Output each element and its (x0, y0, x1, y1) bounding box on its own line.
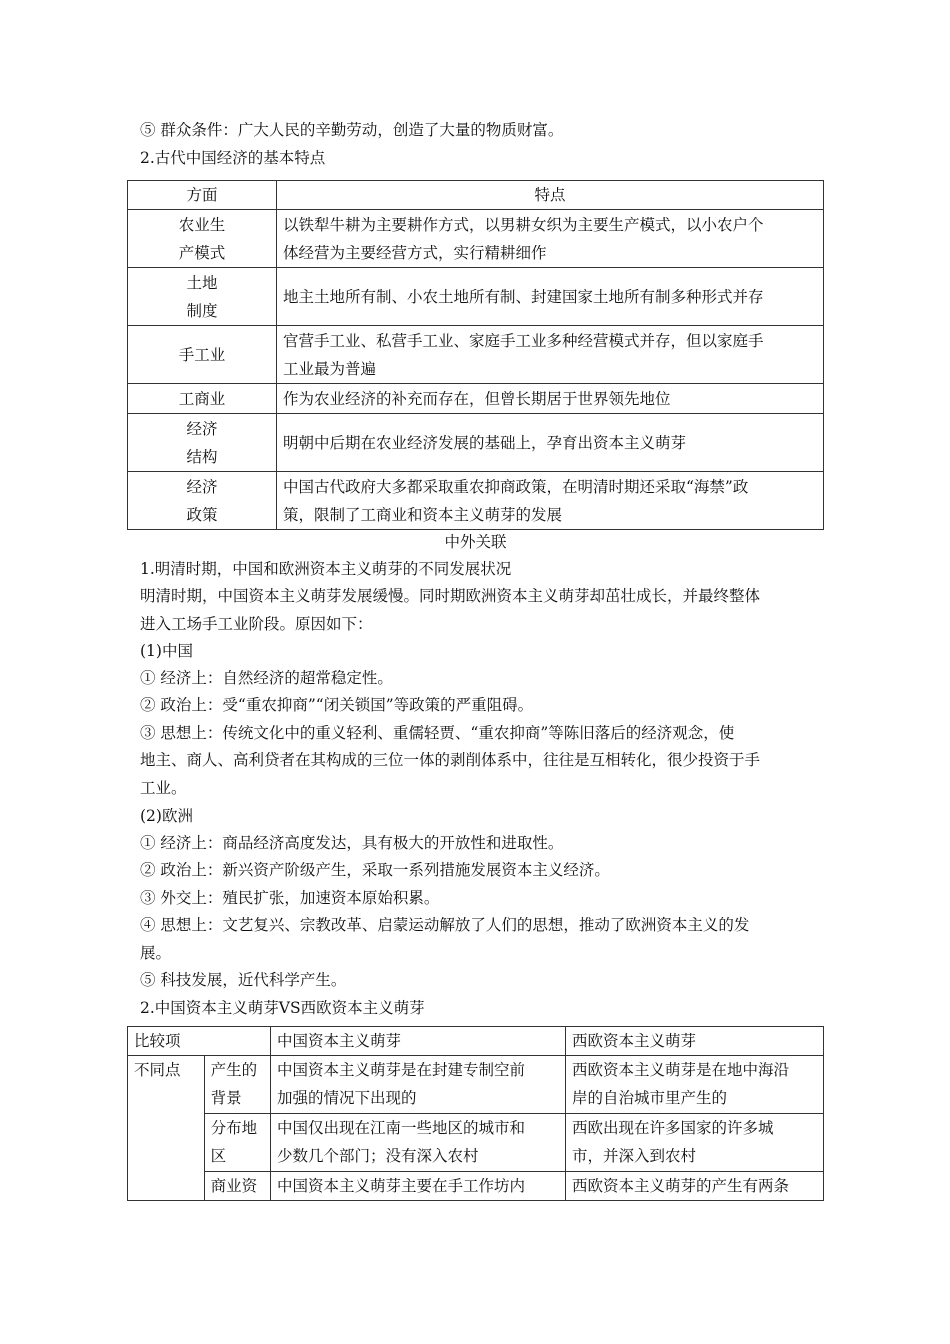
text-line: ④ 思想上：文艺复兴、宗教改革、启蒙运动解放了人们的思想，推动了欧洲资本主义的发 (140, 916, 750, 934)
europe-cell (566, 1114, 824, 1172)
paragraph-mass-condition: ⑤ 群众条件：广大人民的辛勤劳动，创造了大量的物质财富。 (140, 121, 564, 139)
feature-cell (277, 472, 824, 530)
text-line: ⑤ 科技发展，近代科学产生。 (140, 971, 347, 989)
aspect-line: 手工业 (178, 345, 226, 364)
table-row (128, 268, 824, 326)
feature-line: 体经营为主要经营方式，实行精耕细作 (283, 243, 547, 262)
europe-line: 西欧资本主义萌芽是在地中海沿 (572, 1061, 790, 1079)
table-row (128, 1114, 824, 1172)
text-line: ② 政治上：受“重农抑商”“闭关锁国”等政策的严重阻碍。 (140, 696, 534, 714)
table-header-row (128, 181, 824, 210)
text-line: (1)中国 (140, 642, 193, 660)
aspect-line: 政策 (186, 505, 218, 524)
economic-features-table (127, 180, 824, 530)
item-line: 区 (210, 1147, 227, 1165)
feature-line: 中国古代政府大多都采取重农抑商政策，在明清时期还采取“海禁”政 (283, 477, 749, 496)
text-line: 1.明清时期，中国和欧洲资本主义萌芽的不同发展状况 (140, 560, 512, 578)
table-row (128, 210, 824, 268)
header-aspect: 方面 (128, 181, 277, 210)
text-line: ③ 思想上：传统文化中的重义轻利、重儒轻贾、“重农抑商”等陈旧落后的经济观念，使 (140, 724, 735, 742)
header-europe: 西欧资本主义萌芽 (566, 1027, 824, 1056)
text-line: ③ 外交上：殖民扩张，加速资本原始积累。 (140, 889, 440, 907)
feature-cell (277, 414, 824, 472)
text-line: 明清时期，中国资本主义萌芽发展缓慢。同时期欧洲资本主义萌芽却茁壮成长，并最终整体 (140, 587, 761, 605)
comparison-table (127, 1026, 824, 1201)
feature-line: 以铁犁牛耕为主要耕作方式，以男耕女织为主要生产模式，以小农户个 (283, 215, 764, 234)
china-line: 中国仅出现在江南一些地区的城市和 (277, 1119, 526, 1137)
aspect-cell (128, 210, 277, 268)
text-line: 地主、商人、高利贷者在其构成的三位一体的剥削体系中，往往是互相转化，很少投资于手 (140, 751, 761, 769)
header-feature: 特点 (277, 181, 824, 210)
aspect-line: 结构 (186, 447, 218, 466)
item-line: 商业资 (210, 1177, 258, 1195)
feature-cell (277, 326, 824, 384)
table-row (128, 1172, 824, 1201)
aspect-cell (128, 414, 277, 472)
item-cell (204, 1114, 270, 1172)
feature-cell (277, 210, 824, 268)
text-line: 工业。 (140, 779, 187, 797)
china-line: 中国资本主义萌芽是在封建专制空前 (277, 1061, 526, 1079)
aspect-cell (128, 326, 277, 384)
europe-line: 西欧出现在许多国家的许多城 (572, 1119, 774, 1137)
item-line: 背景 (210, 1089, 242, 1107)
text-line: 展。 (140, 944, 172, 962)
text-line: 进入工场手工业阶段。原因如下： (140, 615, 373, 633)
aspect-line: 工商业 (178, 389, 226, 408)
header-china: 中国资本主义萌芽 (271, 1027, 566, 1056)
text-line: (2)欧洲 (140, 807, 193, 825)
aspect-line: 经济 (186, 419, 218, 438)
europe-line: 岸的自治城市里产生的 (572, 1089, 728, 1107)
heading-economic-features: 2.古代中国经济的基本特点 (140, 149, 326, 167)
feature-line: 策，限制了工商业和资本主义萌芽的发展 (283, 505, 563, 524)
aspect-cell (128, 268, 277, 326)
text-line: ① 经济上：商品经济高度发达，具有极大的开放性和进取性。 (140, 834, 564, 852)
aspect-line: 经济 (186, 477, 218, 496)
table-row (128, 414, 824, 472)
item-cell (204, 1172, 270, 1201)
item-cell (204, 1056, 270, 1114)
aspect-line: 制度 (186, 301, 218, 320)
china-cell (271, 1056, 566, 1114)
china-cell (271, 1114, 566, 1172)
europe-cell (566, 1056, 824, 1114)
item-line: 产生的 (210, 1061, 258, 1079)
table-row (128, 1056, 824, 1114)
europe-line: 市，并深入到农村 (572, 1147, 697, 1165)
china-line: 少数几个部门；没有深入农村 (277, 1147, 479, 1165)
feature-line: 官营手工业、私营手工业、家庭手工业多种经营模式并存，但以家庭手 (283, 331, 764, 350)
europe-cell (566, 1172, 824, 1201)
feature-line: 作为农业经济的补充而存在，但曾长期居于世界领先地位 (283, 389, 671, 408)
feature-cell (277, 384, 824, 414)
aspect-line: 土地 (186, 273, 218, 292)
table-row (128, 472, 824, 530)
section-title: 中外关联 (444, 533, 507, 551)
aspect-cell (128, 384, 277, 414)
table-row (128, 384, 824, 414)
table-row (128, 326, 824, 384)
china-cell (271, 1172, 566, 1201)
china-line: 中国资本主义萌芽主要在手工作坊内 (277, 1177, 526, 1195)
europe-line: 西欧资本主义萌芽的产生有两条 (572, 1177, 790, 1195)
text-line: 2.中国资本主义萌芽VS西欧资本主义萌芽 (140, 999, 425, 1017)
feature-line: 明朝中后期在农业经济发展的基础上，孕育出资本主义萌芽 (283, 433, 687, 452)
aspect-line: 产模式 (178, 243, 226, 262)
group-label-cell: 不同点 (128, 1056, 205, 1201)
header-compare-item: 比较项 (128, 1027, 271, 1056)
text-line: ① 经济上：自然经济的超常稳定性。 (140, 669, 393, 687)
feature-line: 地主土地所有制、小农土地所有制、封建国家土地所有制多种形式并存 (283, 287, 764, 306)
item-line: 分布地 (210, 1119, 258, 1137)
feature-cell (277, 268, 824, 326)
aspect-cell (128, 472, 277, 530)
text-line: ② 政治上：新兴资产阶级产生，采取一系列措施发展资本主义经济。 (140, 861, 610, 879)
table-header-row (128, 1027, 824, 1056)
china-line: 加强的情况下出现的 (277, 1089, 417, 1107)
feature-line: 工业最为普遍 (283, 359, 377, 378)
aspect-line: 农业生 (178, 215, 226, 234)
